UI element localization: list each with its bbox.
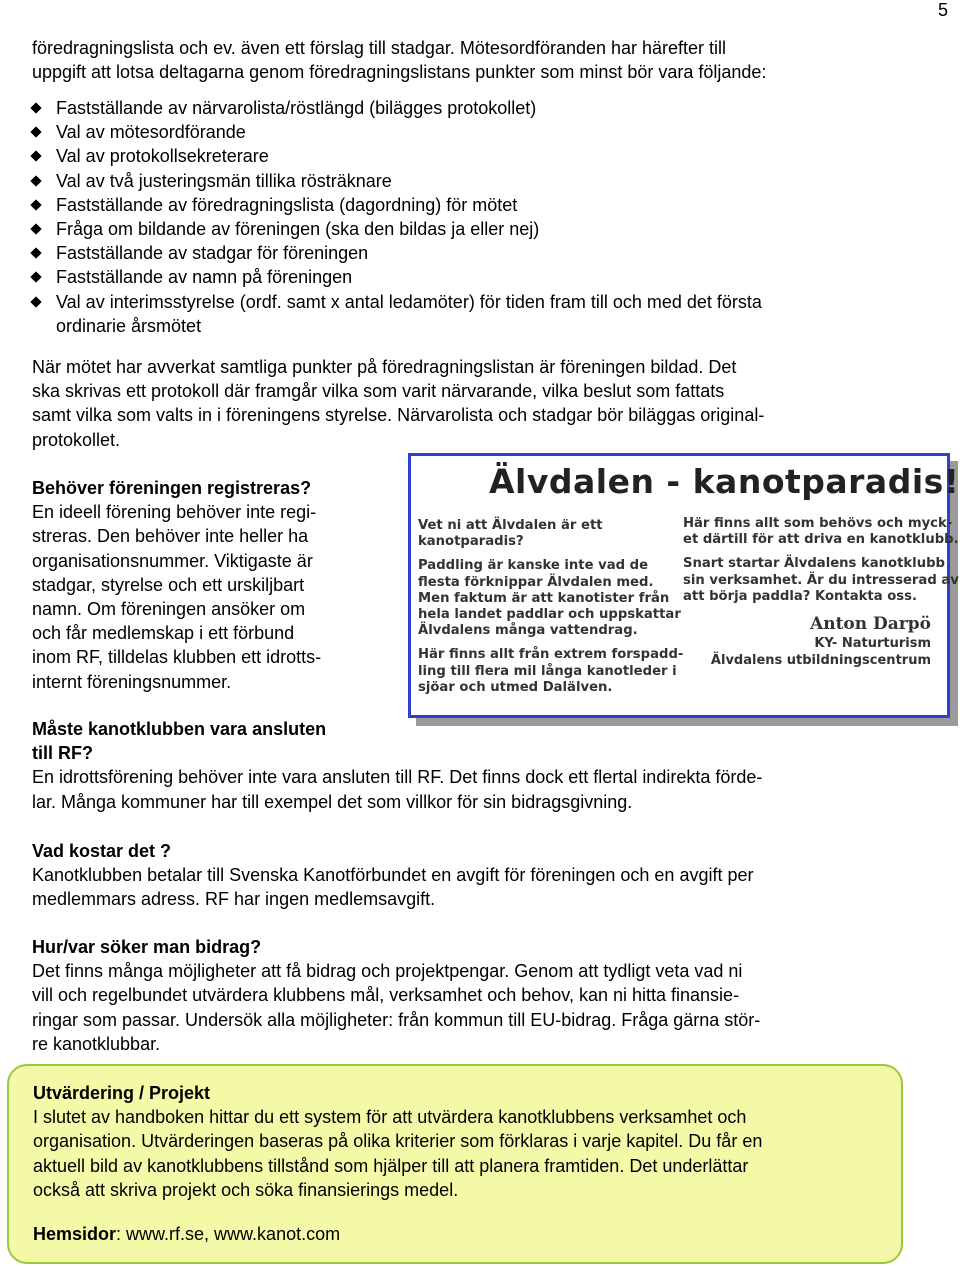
text-line: stadgar, styrelse och ett urskiljbart <box>32 574 305 595</box>
agenda-item-text: Fastställande av närvarolista/röstlängd (bilägges protokollet) <box>56 98 537 118</box>
text-line: att börja paddla? Kontakta oss. <box>683 588 917 604</box>
section-heading: Måste kanotklubben vara ansluten <box>32 719 327 739</box>
agenda-item-text: Fråga om bildande av föreningen (ska den bildas ja eller nej) <box>56 219 540 240</box>
agenda-item-text: Val av mötesordförande <box>56 122 246 143</box>
ad-paragraph <box>418 647 683 696</box>
section-heading: Vad kostar det ? <box>32 841 172 861</box>
text-line: protokollet. <box>32 429 121 450</box>
websites-value: : www.rf.se, www.kanot.com <box>116 1224 341 1244</box>
ad-signature-name: Anton Darpö <box>810 614 931 634</box>
text-line: medlemmars adress. RF har ingen medlemsavgift. <box>32 889 436 910</box>
websites-label: Hemsidor <box>33 1224 117 1244</box>
text-line: föredragningslista och ev. även ett förslag till stadgar. Mötesordföranden har härefter till <box>32 38 727 58</box>
text-line: En ideell förening behöver inte regi- <box>32 502 317 523</box>
text-line: Älvdalens många vattendrag. <box>418 623 638 639</box>
ad-signature-center: Älvdalens utbildningscentrum <box>710 653 931 668</box>
text-line: Det finns många möjligheter att få bidrag och projektpengar. Genom att tydligt veta vad ni <box>32 961 743 982</box>
websites-line <box>33 1222 340 1246</box>
text-line: namn. Om föreningen ansöker om <box>32 599 306 620</box>
text-line: re kanotklubbar. <box>32 1033 161 1054</box>
diamond-bullet-icon <box>30 151 41 162</box>
text-line: organisationsnummer. Viktigaste är <box>32 550 313 571</box>
agenda-item <box>32 144 912 168</box>
agenda-item <box>32 290 912 338</box>
text-line: I slutet av handboken hittar du ett system för att utvärdera kanotklubbens verksamhet och <box>33 1107 747 1128</box>
diamond-bullet-icon <box>30 248 41 259</box>
text-line: internt föreningsnummer. <box>32 671 232 692</box>
text-line: Men faktum är att kanotister från <box>418 590 670 606</box>
text-line: En idrottsförening behöver inte vara ansluten till RF. Det finns dock ett flertal indirekta förde- <box>32 767 763 788</box>
agenda-item-text: ordinarie årsmötet <box>56 315 202 336</box>
agenda-item-text: Val av protokollsekreterare <box>56 146 269 167</box>
text-line: Snart startar Älvdalens kanotklubb <box>683 556 945 572</box>
text-line: Här finns allt som behövs och myck- <box>683 516 953 531</box>
text-line: sin verksamhet. Är du intresserad av <box>683 572 959 588</box>
intro-paragraph <box>32 36 766 84</box>
text-line: När mötet har avverkat samtliga punkter på föredragningslistan är föreningen bildad. Det <box>32 357 737 377</box>
ad-paragraph <box>683 516 959 548</box>
text-line: Vet ni att Älvdalen är ett <box>418 518 603 533</box>
agenda-item <box>32 241 912 265</box>
agenda-item-text: Fastställande av stadgar för föreningen <box>56 243 369 264</box>
agenda-item-text: Fastställande av namn på föreningen <box>56 267 353 288</box>
section-heading: till RF? <box>32 743 93 764</box>
ad-paragraph <box>418 518 683 550</box>
text-line: ringar som passar. Undersök alla möjligheter: från kommun till EU-bidrag. Fråga gärna stör- <box>32 1009 761 1030</box>
text-line: lar. Många kommuner har till exempel det som villkor för sin bidragsgivning. <box>32 791 633 812</box>
ad-paragraph <box>683 556 959 605</box>
advertisement-box <box>408 453 960 718</box>
diamond-bullet-icon <box>30 102 41 113</box>
text-line: vill och regelbundet utvärdera klubbens mål, verksamhet och behov, kan ni hitta finansie- <box>32 985 740 1006</box>
evaluation-box <box>7 1064 903 1264</box>
agenda-item-text: Fastställande av föredragningslista (dagordning) för mötet <box>56 194 518 215</box>
agenda-item-text: Val av interimsstyrelse (ordf. samt x antal ledamöter) för tiden fram till och med det första <box>56 291 762 312</box>
ad-signature-org: KY- Naturturism <box>814 636 931 651</box>
agenda-item <box>32 217 912 241</box>
agenda-item <box>32 265 912 289</box>
text-line: ska skrivas ett protokoll där framgår vilka som varit närvarande, vilka beslut som fattats <box>32 381 725 402</box>
agenda-item <box>32 120 912 144</box>
text-line: Här finns allt från extrem forspadd- <box>418 647 684 663</box>
text-line: kanotparadis? <box>418 534 524 550</box>
agenda-item <box>32 169 912 193</box>
text-line: organisation. Utvärderingen baseras på olika kriterier som förklaras i varje kapitel. Du får en <box>33 1131 763 1152</box>
agenda-item <box>32 193 912 217</box>
diamond-bullet-icon <box>30 223 41 234</box>
text-line: et därtill för att driva en kanotklubb. <box>683 532 959 548</box>
conclusion-paragraph <box>32 355 764 452</box>
text-line: Paddling är kanske inte vad de <box>418 558 649 574</box>
text-line: streras. Den behöver inte heller ha <box>32 526 309 547</box>
evaluation-section <box>33 1081 762 1202</box>
agenda-item <box>32 96 912 120</box>
cost-section <box>32 839 753 912</box>
diamond-bullet-icon <box>30 127 41 138</box>
section-heading: Utvärdering / Projekt <box>33 1083 211 1103</box>
ad-paragraph <box>418 558 683 639</box>
agenda-list <box>32 96 912 338</box>
text-line: aktuell bild av kanotklubbens tillstånd som hjälper till att planera framtiden. Det underlättar <box>33 1155 749 1176</box>
text-line: sjöar och utmed Dalälven. <box>418 679 613 695</box>
text-line: uppgift att lotsa deltagarna genom föredragningslistans punkter som minst bör vara följande: <box>32 62 767 83</box>
text-line: Kanotklubben betalar till Svenska Kanotförbundet en avgift för föreningen och en avgift per <box>32 865 754 886</box>
ad-left-column <box>418 518 683 704</box>
ad-title: Älvdalen - kanotparadis! <box>489 462 960 501</box>
section-heading: Hur/var söker man bidrag? <box>32 937 262 957</box>
diamond-bullet-icon <box>30 175 41 186</box>
agenda-item-text: Val av två justeringsmän tillika rösträknare <box>56 170 392 191</box>
text-line: hela landet paddlar och uppskattar <box>418 607 681 623</box>
register-section <box>32 476 321 694</box>
diamond-bullet-icon <box>30 272 41 283</box>
text-line: inom RF, tilldelas klubben ett idrotts- <box>32 647 322 668</box>
text-line: och får medlemskap i ett förbund <box>32 623 295 644</box>
text-line: samt vilka som valts in i föreningens styrelse. Närvarolista och stadgar bör biläggas original- <box>32 405 765 426</box>
text-line: ling till flera mil långa kanotleder i <box>418 663 677 679</box>
text-line: också att skriva projekt och söka finansierings medel. <box>33 1179 459 1200</box>
page-number: 5 <box>938 0 949 20</box>
ad-right-column <box>683 516 959 613</box>
grants-section <box>32 935 760 1056</box>
section-heading: Behöver föreningen registreras? <box>32 478 312 498</box>
diamond-bullet-icon <box>30 199 41 210</box>
rf-section <box>32 717 762 814</box>
text-line: flesta förknippar Älvdalen med. <box>418 574 654 590</box>
diamond-bullet-icon <box>30 296 41 307</box>
